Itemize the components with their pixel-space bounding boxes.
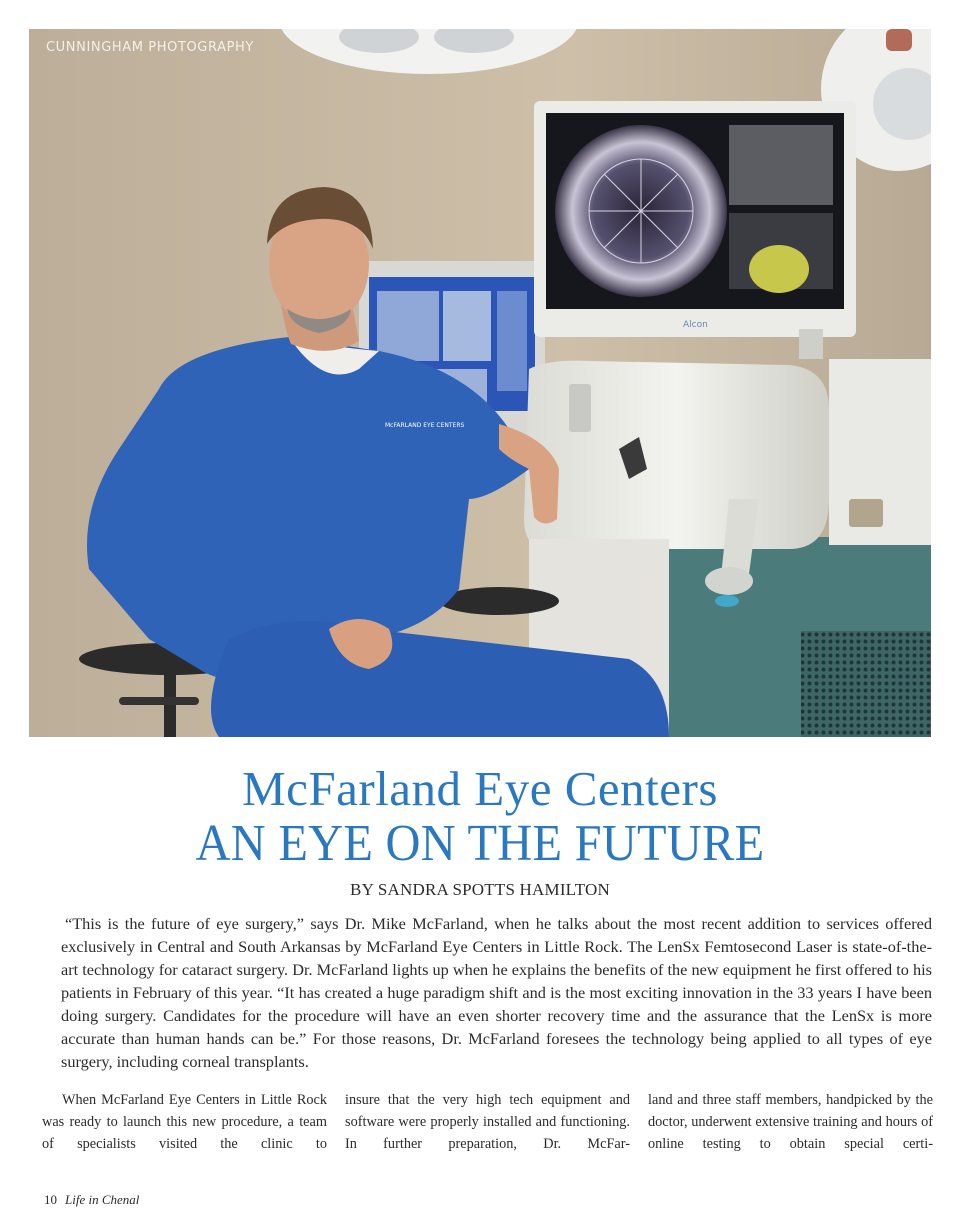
- article-subtitle: AN EYE ON THE FUTURE: [195, 815, 765, 872]
- scrub-badge-text: McFARLAND EYE CENTERS: [385, 422, 465, 429]
- monitor-brand-label: Alcon: [683, 320, 708, 330]
- magazine-name: Life in Chenal: [65, 1192, 140, 1207]
- body-column-1: When McFarland Eye Centers in Little Rock was ready to launch this new procedure, a team of specialists visited the clinic to: [42, 1092, 327, 1152]
- body-column-3: land and three staff members, handpicked by the doctor, underwent extensive training and hours of online testing to obtain special certi-: [648, 1092, 933, 1152]
- page-number: 10: [44, 1192, 57, 1207]
- byline: BY SANDRA SPOTTS HAMILTON: [350, 880, 610, 899]
- intro-paragraph: “This is the future of eye surgery,” says Dr. Mike McFarland, when he talks about the most recent addition to services offered exclusively in Central and South Arkansas by McFarland Eye Centers in Little Rock. The LenSx Femtosecond Laser is state-of-the-art technology for cataract surgery. Dr. McFarland lights up when he explains the benefits of the new equipment he first offered to his patients in February of this year. “It has created a huge paradigm shift and is the most exciting innovation in the 33 years I have been doing surgery. Candidates for the procedure will have an even shorter recovery time and the assurance that the LenSx is more accurate than human hands can be.” For those reasons, Dr. McFarland foresees the technology being applied to all types of eye surgery, including corneal transplants.: [61, 914, 932, 1071]
- body-column-2: insure that the very high tech equipment and software were properly installed and functioning. In further preparation, Dr. McFar-: [345, 1092, 630, 1152]
- photo-credit: CUNNINGHAM PHOTOGRAPHY: [46, 40, 254, 55]
- article-title: McFarland Eye Centers: [242, 761, 718, 816]
- body-columns: [42, 1089, 932, 1155]
- surgeon-with-laser-illustration: [29, 29, 931, 737]
- hero-photo: [29, 29, 931, 737]
- page-footer: [44, 1192, 139, 1208]
